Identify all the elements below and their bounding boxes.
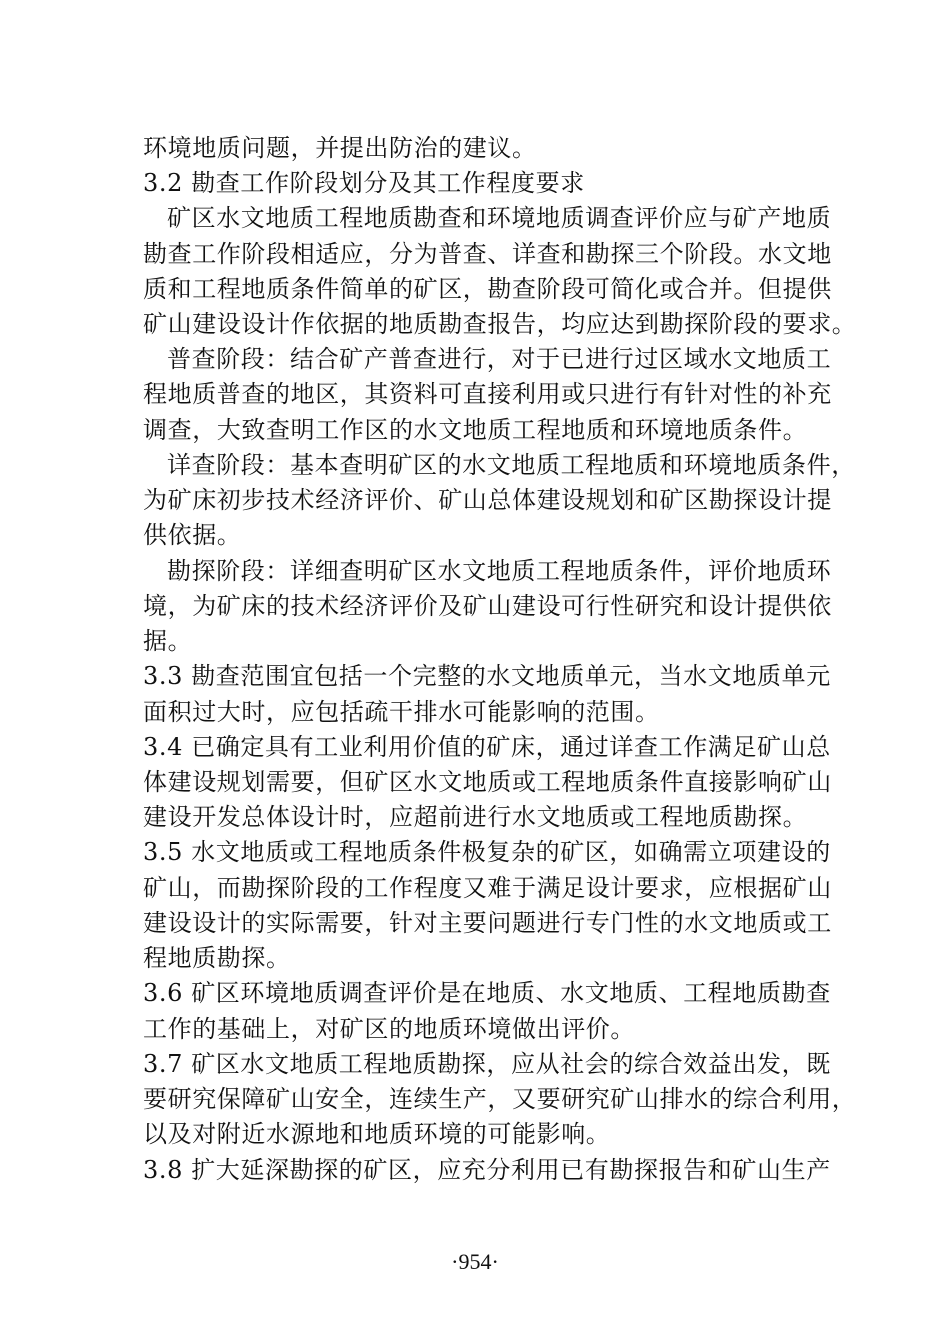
text-line: 质和工程地质条件简单的矿区，勘查阶段可简化或合并。但提供 (143, 275, 832, 303)
text-line: 3.8 扩大延深勘探的矿区，应充分利用已有勘探报告和矿山生产 (143, 1156, 831, 1184)
text-line: 详查阶段：基本查明矿区的水文地质工程地质和环境地质条件， (167, 451, 856, 479)
text-line: 调查，大致查明工作区的水文地质工程地质和环境地质条件。 (143, 416, 808, 444)
text-line: 3.6 矿区环境地质调查评价是在地质、水文地质、工程地质勘查 (143, 979, 831, 1007)
text-line: 建设开发总体设计时，应超前进行水文地质或工程地质勘探。 (143, 803, 808, 831)
text-line: 据。 (143, 627, 193, 655)
text-line: 环境地质问题，并提出防治的建议。 (143, 134, 537, 162)
page-number: ·954· (451, 1249, 499, 1274)
text-line: 供依据。 (143, 521, 242, 549)
text-line: 勘探阶段：详细查明矿区水文地质工程地质条件，评价地质环 (167, 557, 832, 585)
text-line: 勘查工作阶段相适应，分为普查、详查和勘探三个阶段。水文地 (143, 240, 832, 268)
text-line: 程地质勘探。 (143, 944, 291, 972)
text-line: 建设设计的实际需要，针对主要问题进行专门性的水文地质或工 (143, 909, 832, 937)
text-line: 体建设规划需要，但矿区水文地质或工程地质条件直接影响矿山 (143, 768, 832, 796)
text-line: 3.4 已确定具有工业利用价值的矿床，通过详查工作满足矿山总 (143, 733, 831, 761)
text-line: 3.5 水文地质或工程地质条件极复杂的矿区，如确需立项建设的 (143, 838, 831, 866)
text-line: 3.3 勘查范围宜包括一个完整的水文地质单元，当水文地质单元 (143, 662, 831, 690)
text-line: 境，为矿床的技术经济评价及矿山建设可行性研究和设计提供依 (143, 592, 832, 620)
text-line: 程地质普查的地区，其资料可直接利用或只进行有针对性的补充 (143, 380, 832, 408)
section-heading: 3.2 勘查工作阶段划分及其工作程度要求 (143, 169, 585, 197)
text-line: 矿山，而勘探阶段的工作程度又难于满足设计要求，应根据矿山 (143, 874, 832, 902)
text-line: 矿山建设设计作依据的地质勘查报告，均应达到勘探阶段的要求。 (143, 310, 857, 338)
text-line: 矿区水文地质工程地质勘查和环境地质调查评价应与矿产地质 (167, 204, 832, 232)
text-line: 以及对附近水源地和地质环境的可能影响。 (143, 1120, 611, 1148)
text-line: 要研究保障矿山安全，连续生产，又要研究矿山排水的综合利用， (143, 1085, 857, 1113)
text-line: 工作的基础上，对矿区的地质环境做出评价。 (143, 1015, 635, 1043)
text-line: 3.7 矿区水文地质工程地质勘探，应从社会的综合效益出发，既 (143, 1050, 831, 1078)
text-line: 普查阶段：结合矿产普查进行，对于已进行过区域水文地质工 (167, 345, 832, 373)
text-line: 为矿床初步技术经济评价、矿山总体建设规划和矿区勘探设计提 (143, 486, 832, 514)
text-line: 面积过大时，应包括疏干排水可能影响的范围。 (143, 698, 660, 726)
